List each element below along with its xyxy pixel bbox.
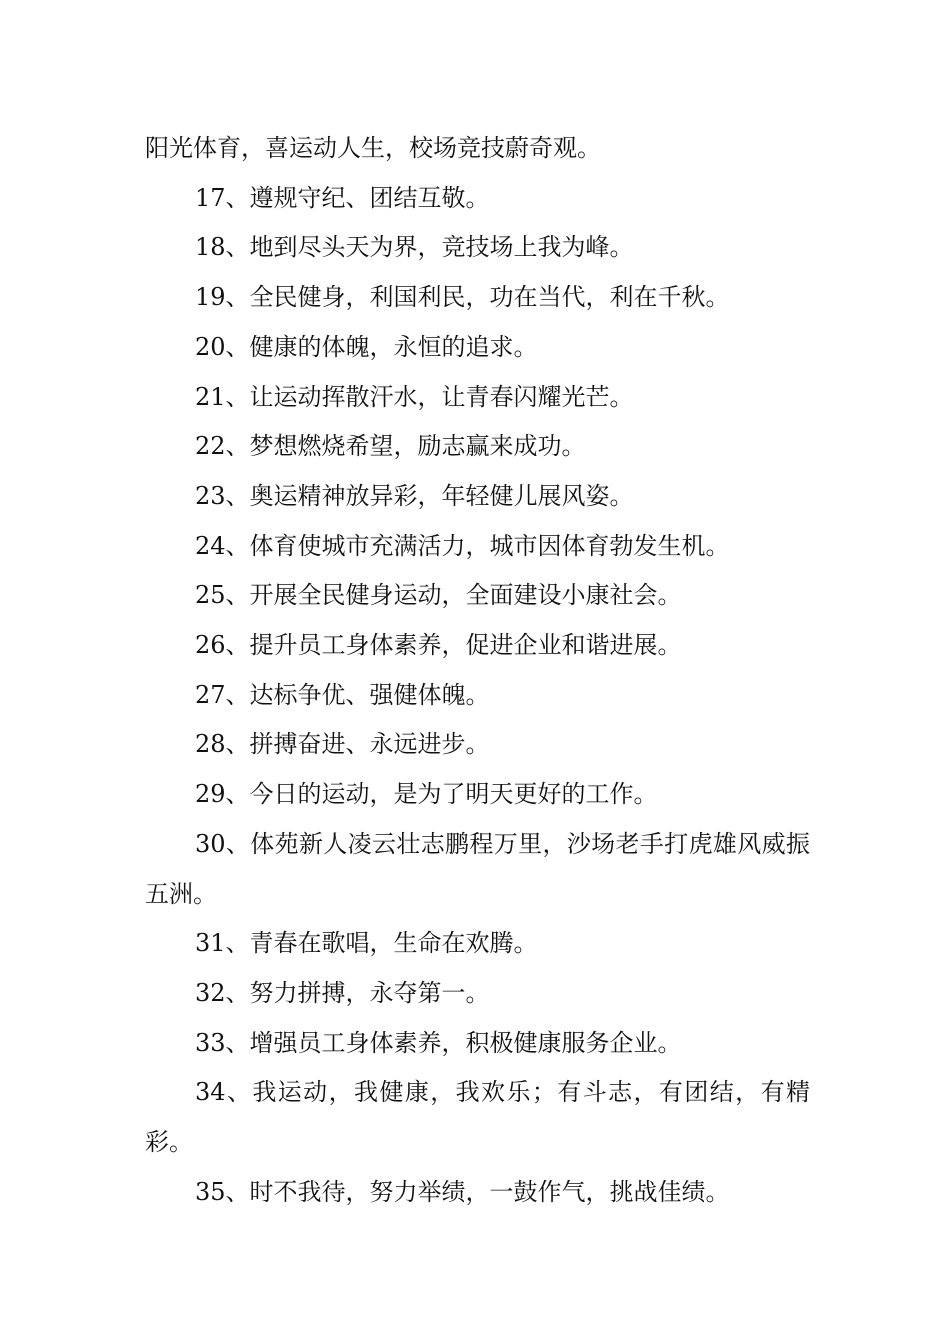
paragraph-20: 20、健康的体魄，永恒的追求。	[195, 332, 538, 361]
paragraph-17: 17、遵规守纪、团结互敬。	[195, 183, 490, 212]
paragraph-34: 34、我运动，我健康，我欢乐；有斗志，有团结，有精彩。	[145, 1078, 810, 1157]
paragraph-18: 18、地到尽头天为界，竞技场上我为峰。	[195, 233, 634, 262]
paragraph-19: 19、全民健身，利国利民，功在当代，利在千秋。	[195, 283, 730, 312]
paragraph-22: 22、梦想燃烧希望，励志赢来成功。	[195, 432, 586, 461]
paragraph-21: 21、让运动挥散汗水，让青春闪耀光芒。	[195, 382, 634, 411]
paragraph-23: 23、奥运精神放异彩，年轻健儿展风姿。	[195, 481, 634, 510]
paragraph-continuation: 阳光体育，喜运动人生，校场竞技蔚奇观。	[145, 134, 601, 162]
paragraph-26: 26、提升员工身体素养，促进企业和谐进展。	[195, 631, 682, 660]
paragraph-28: 28、拼搏奋进、永远进步。	[195, 730, 490, 759]
document-body	[145, 124, 810, 1217]
paragraph-25: 25、开展全民健身运动，全面建设小康社会。	[195, 581, 682, 610]
paragraph-30: 30、体苑新人凌云壮志鹏程万里，沙场老手打虎雄风威振五洲。	[145, 829, 810, 908]
paragraph-27: 27、达标争优、强健体魄。	[195, 680, 490, 709]
paragraph-35: 35、时不我待，努力举绩，一鼓作气，挑战佳绩。	[195, 1177, 730, 1206]
paragraph-32: 32、努力拼搏，永夺第一。	[195, 978, 490, 1007]
paragraph-31: 31、青春在歌唱，生命在欢腾。	[195, 929, 538, 958]
paragraph-24: 24、体育使城市充满活力，城市因体育勃发生机。	[195, 531, 730, 560]
paragraph-29: 29、今日的运动，是为了明天更好的工作。	[195, 780, 658, 809]
paragraph-33: 33、增强员工身体素养，积极健康服务企业。	[195, 1028, 682, 1057]
